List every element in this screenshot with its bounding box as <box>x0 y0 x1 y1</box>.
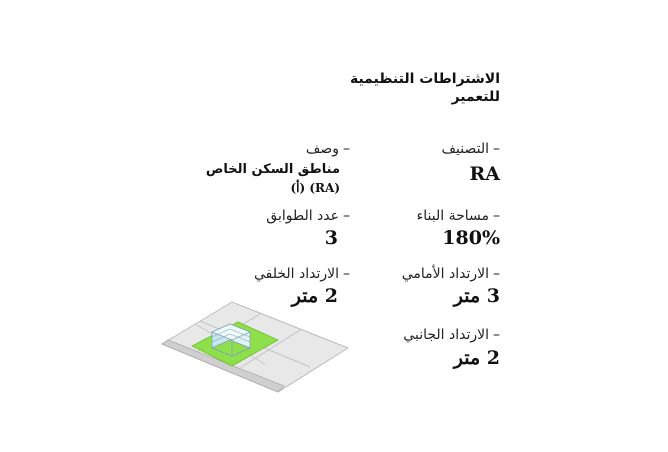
dash: – <box>493 266 500 282</box>
classification-label <box>442 140 500 158</box>
classification-label-text: التصنيف <box>441 141 489 157</box>
building-area-value: 180% <box>442 227 500 249</box>
front-setback-value: 3 متر <box>453 285 500 307</box>
description-value-line-1: مناطق السكن الخاص <box>205 162 340 177</box>
side-setback-value: 2 متر <box>453 347 500 369</box>
title-line-2: للتعمير <box>451 89 500 105</box>
description-label <box>306 140 350 158</box>
dash: – <box>493 141 500 157</box>
building-area-label <box>417 207 500 225</box>
front-setback-label <box>402 265 500 283</box>
floors-label-text: عدد الطوابق <box>266 208 339 224</box>
floors-value: 3 <box>324 227 338 249</box>
dash: – <box>493 208 500 224</box>
title-line-1: الاشتراطات التنظيمية <box>349 71 500 87</box>
rear-setback-value: 2 متر <box>291 285 338 307</box>
dash: – <box>343 266 350 282</box>
description-value <box>206 161 340 197</box>
floors-label <box>266 207 350 225</box>
building-area-label-text: مساحة البناء <box>416 208 489 224</box>
dash: – <box>493 327 500 343</box>
dash: – <box>343 141 350 157</box>
description-label-text: وصف <box>305 141 339 157</box>
side-setback-label-text: الارتداد الجانبي <box>403 327 489 343</box>
plot-illustration <box>160 296 350 396</box>
dash: – <box>343 208 350 224</box>
side-setback-label <box>403 326 500 344</box>
page-title <box>240 70 500 106</box>
description-value-line-2: (RA) (أ) <box>290 181 340 195</box>
classification-value: RA <box>469 163 500 185</box>
rear-setback-label <box>254 265 350 283</box>
front-setback-label-text: الارتداد الأمامي <box>401 266 489 282</box>
rear-setback-label-text: الارتداد الخلفي <box>253 266 339 282</box>
